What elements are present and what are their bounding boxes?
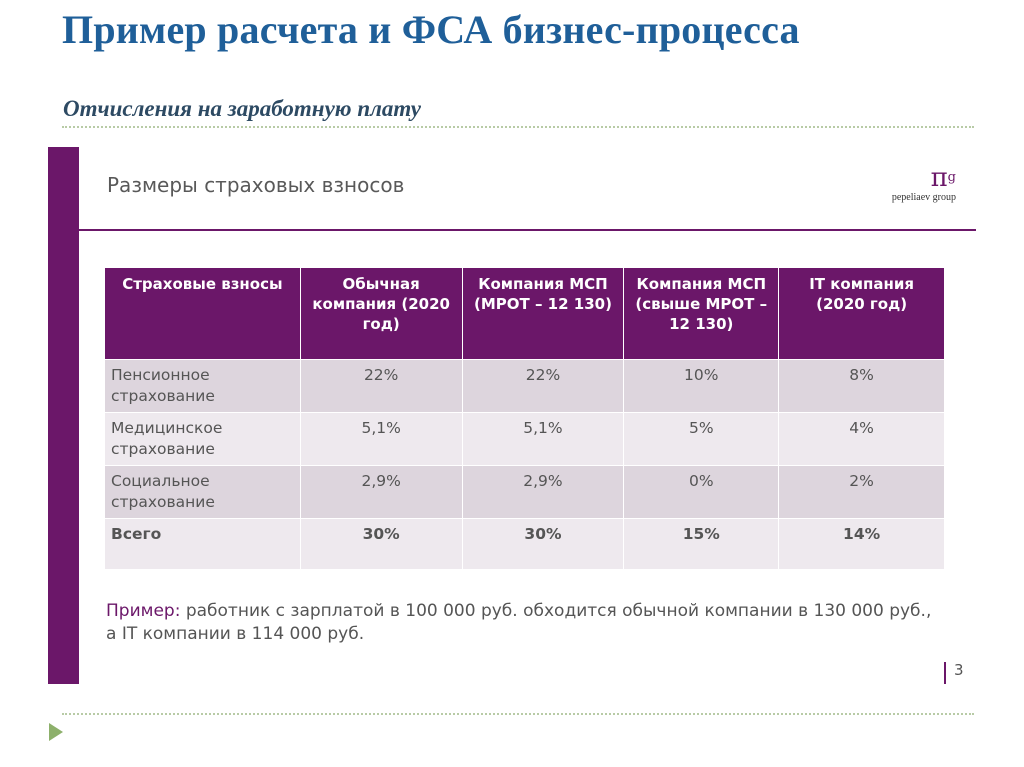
bottom-dotted-divider bbox=[62, 713, 974, 715]
header-cell: Компания МСП (свыше МРОТ – 12 130) bbox=[624, 268, 779, 360]
slide-accent-bar bbox=[48, 147, 79, 684]
table-cell: 0% bbox=[624, 466, 779, 519]
table-row bbox=[105, 466, 945, 519]
page-title: Пример расчета и ФСА бизнес-процесса bbox=[62, 7, 800, 52]
table-cell: 10% bbox=[624, 360, 779, 413]
table-cell: 2% bbox=[779, 466, 945, 519]
page-subtitle: Отчисления на заработную плату bbox=[63, 96, 421, 121]
row-label-cell: Пенсионное страхование bbox=[105, 360, 301, 413]
top-dotted-divider bbox=[62, 126, 974, 128]
header-cell: Обычная компания (2020 год) bbox=[300, 268, 462, 360]
table-cell: 22% bbox=[462, 360, 624, 413]
page-number-separator bbox=[944, 662, 946, 684]
logo-pi-icon: $\pi^g$ bbox=[930, 163, 956, 193]
table-cell: 15% bbox=[624, 519, 779, 570]
insurance-rates-table bbox=[104, 267, 945, 570]
table-row bbox=[105, 413, 945, 466]
header-cell: Компания МСП (МРОТ – 12 130) bbox=[462, 268, 624, 360]
table-cell: 2,9% bbox=[462, 466, 624, 519]
header-cell: Страховые взносы bbox=[105, 268, 301, 360]
table-cell: 5,1% bbox=[300, 413, 462, 466]
table-cell: 5,1% bbox=[462, 413, 624, 466]
table-total-row bbox=[105, 519, 945, 570]
table-cell: 22% bbox=[300, 360, 462, 413]
example-label: Пример: bbox=[106, 601, 181, 621]
table-header-row bbox=[105, 268, 945, 360]
table-cell: 2,9% bbox=[300, 466, 462, 519]
example-text: работник с зарплатой в 100 000 руб. обходится обычной компании в 130 000 руб., а IT компании в 114 000 руб. bbox=[106, 601, 932, 644]
row-label-cell: Всего bbox=[105, 519, 301, 570]
slide-heading-rule bbox=[79, 229, 976, 231]
slide-heading: Размеры страховых взносов bbox=[107, 173, 405, 197]
table-cell: 30% bbox=[300, 519, 462, 570]
row-label-cell: Медицинское страхование bbox=[105, 413, 301, 466]
table-row bbox=[105, 360, 945, 413]
embedded-slide bbox=[48, 147, 976, 684]
header-cell: IT компания (2020 год) bbox=[779, 268, 945, 360]
table-cell: 4% bbox=[779, 413, 945, 466]
logo-text: pepeliaev group bbox=[891, 192, 956, 203]
table-cell: 14% bbox=[779, 519, 945, 570]
table-cell: 8% bbox=[779, 360, 945, 413]
page-number: 3 bbox=[954, 661, 964, 679]
pepeliaev-logo bbox=[892, 165, 956, 203]
row-label-cell: Социальное страхование bbox=[105, 466, 301, 519]
example-note bbox=[106, 600, 936, 646]
next-slide-arrow-icon[interactable] bbox=[49, 723, 63, 741]
table-cell: 30% bbox=[462, 519, 624, 570]
table-cell: 5% bbox=[624, 413, 779, 466]
